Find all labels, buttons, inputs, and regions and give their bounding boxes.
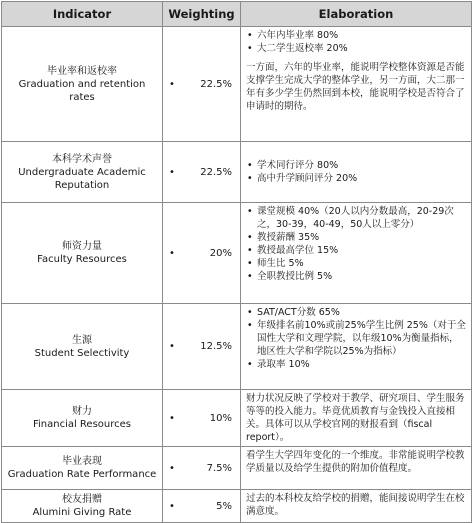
indicator-cn: 本科学术声誉 bbox=[52, 153, 112, 165]
header-weighting: Weighting bbox=[163, 2, 241, 27]
weighting-cell bbox=[163, 390, 241, 447]
bullet-icon: • bbox=[169, 247, 175, 259]
indicator-en: Graduation Rate Performance bbox=[7, 469, 157, 480]
header-row bbox=[2, 2, 472, 27]
weight-value: 22.5% bbox=[200, 166, 232, 178]
elaboration-text: 看学生大学四年变化的一个维度。非常能说明学校教学质量以及给学生提供的附加价值程度。 bbox=[246, 450, 465, 474]
bullet-icon: • bbox=[169, 500, 175, 512]
indicator-en: Undergraduate Academic Reputation bbox=[18, 166, 146, 191]
indicator-cell bbox=[2, 27, 163, 142]
elaboration-cell bbox=[241, 304, 472, 390]
list-item: • 高中升学顾问评分 20% bbox=[246, 172, 466, 185]
weight-value: 5% bbox=[216, 500, 232, 512]
indicator-cn: 校友捐赠 bbox=[62, 494, 102, 505]
indicator-cell bbox=[2, 490, 163, 523]
weight-value: 22.5% bbox=[200, 78, 232, 90]
bullet-icon: • bbox=[169, 412, 175, 424]
indicator-en: Graduation and retention rates bbox=[18, 78, 146, 103]
elaboration-text: 过去的本科校友给学校的捐赠，能间接说明学生在校满意度。 bbox=[246, 493, 465, 517]
weighting-cell bbox=[163, 304, 241, 390]
elaboration-text: 财力状况反映了学校对于教学、研究项目、学生服务等等的投入能力。毕竟优质教育与金钱投入直接相关。具体可以从学校官网的财报看到（fiscal report）。 bbox=[246, 393, 465, 443]
elaboration-text: 一方面，六年的毕业率，能说明学校整体资源是否能支撑学生完成大学的整体学业，另一方面，大二那一年有多少学生仍然回到本校，能说明学校是否符合了申请时的期待。 bbox=[246, 62, 465, 112]
weight-value: 20% bbox=[209, 247, 232, 259]
indicator-cell bbox=[2, 142, 163, 203]
elaboration-cell bbox=[241, 490, 472, 523]
list-item: • 录取率 10% bbox=[246, 358, 466, 371]
indicator-cn: 生源 bbox=[72, 334, 92, 346]
table-row bbox=[2, 490, 472, 523]
list-item: • 全职教授比例 5% bbox=[246, 270, 466, 283]
indicator-cn: 财力 bbox=[72, 406, 92, 417]
bullet-icon: • bbox=[169, 341, 175, 352]
weighting-cell bbox=[163, 203, 241, 304]
weight-value: 12.5% bbox=[200, 341, 232, 352]
table-row bbox=[2, 142, 472, 203]
indicator-cell bbox=[2, 447, 163, 490]
list-item: • SAT/ACT分数 65% bbox=[246, 306, 466, 319]
list-item: • 课堂规模 40%（20人以内分数最高，20-29次之，30-39，40-49，50人以上零分） bbox=[246, 205, 466, 231]
bullet-list bbox=[246, 205, 466, 283]
list-item: • 学术同行评分 80% bbox=[246, 159, 466, 172]
indicator-cell bbox=[2, 390, 163, 447]
bullet-list bbox=[246, 29, 466, 55]
table-row bbox=[2, 304, 472, 390]
indicator-cn: 毕业率和返校率 bbox=[47, 65, 117, 77]
indicator-en: Financial Resources bbox=[32, 419, 132, 430]
indicator-en: Faculty Resources bbox=[37, 254, 127, 265]
elaboration-cell bbox=[241, 142, 472, 203]
list-item: • 师生比 5% bbox=[246, 257, 466, 270]
indicator-cn: 师资力量 bbox=[62, 241, 102, 252]
bullet-list bbox=[246, 159, 466, 185]
header-indicator: Indicator bbox=[2, 2, 163, 27]
weight-value: 10% bbox=[209, 412, 232, 424]
list-item: • 大二学生返校率 20% bbox=[246, 42, 466, 55]
elaboration-cell bbox=[241, 203, 472, 304]
weighting-cell bbox=[163, 27, 241, 142]
elaboration-cell bbox=[241, 447, 472, 490]
weight-value: 7.5% bbox=[206, 462, 232, 474]
bullet-icon: • bbox=[169, 78, 175, 90]
bullet-list bbox=[246, 306, 466, 371]
list-item: • 六年内毕业率 80% bbox=[246, 29, 466, 42]
ranking-table bbox=[1, 1, 472, 523]
weighting-cell bbox=[163, 490, 241, 523]
list-item: • 年级排名前10%或前25%学生比例 25%（对于全国性大学和文理学院，以年级10%为衡量指标，地区性大学和学院以25%为指标） bbox=[246, 319, 466, 358]
bullet-icon: • bbox=[169, 462, 175, 474]
elaboration-cell bbox=[241, 27, 472, 142]
list-item: • 教授最高学位 15% bbox=[246, 244, 466, 257]
table-row bbox=[2, 447, 472, 490]
table-row bbox=[2, 390, 472, 447]
table-row bbox=[2, 27, 472, 142]
indicator-cell bbox=[2, 304, 163, 390]
table-row bbox=[2, 203, 472, 304]
weighting-cell bbox=[163, 447, 241, 490]
header-elaboration: Elaboration bbox=[241, 2, 472, 27]
indicator-en: Alumini Giving Rate bbox=[32, 507, 132, 518]
bullet-icon: • bbox=[169, 166, 175, 178]
list-item: • 教授薪酬 35% bbox=[246, 231, 466, 244]
indicator-en: Student Selectivity bbox=[34, 347, 130, 359]
elaboration-cell bbox=[241, 390, 472, 447]
indicator-cn: 毕业表现 bbox=[62, 456, 102, 467]
weighting-cell bbox=[163, 142, 241, 203]
indicator-cell bbox=[2, 203, 163, 304]
